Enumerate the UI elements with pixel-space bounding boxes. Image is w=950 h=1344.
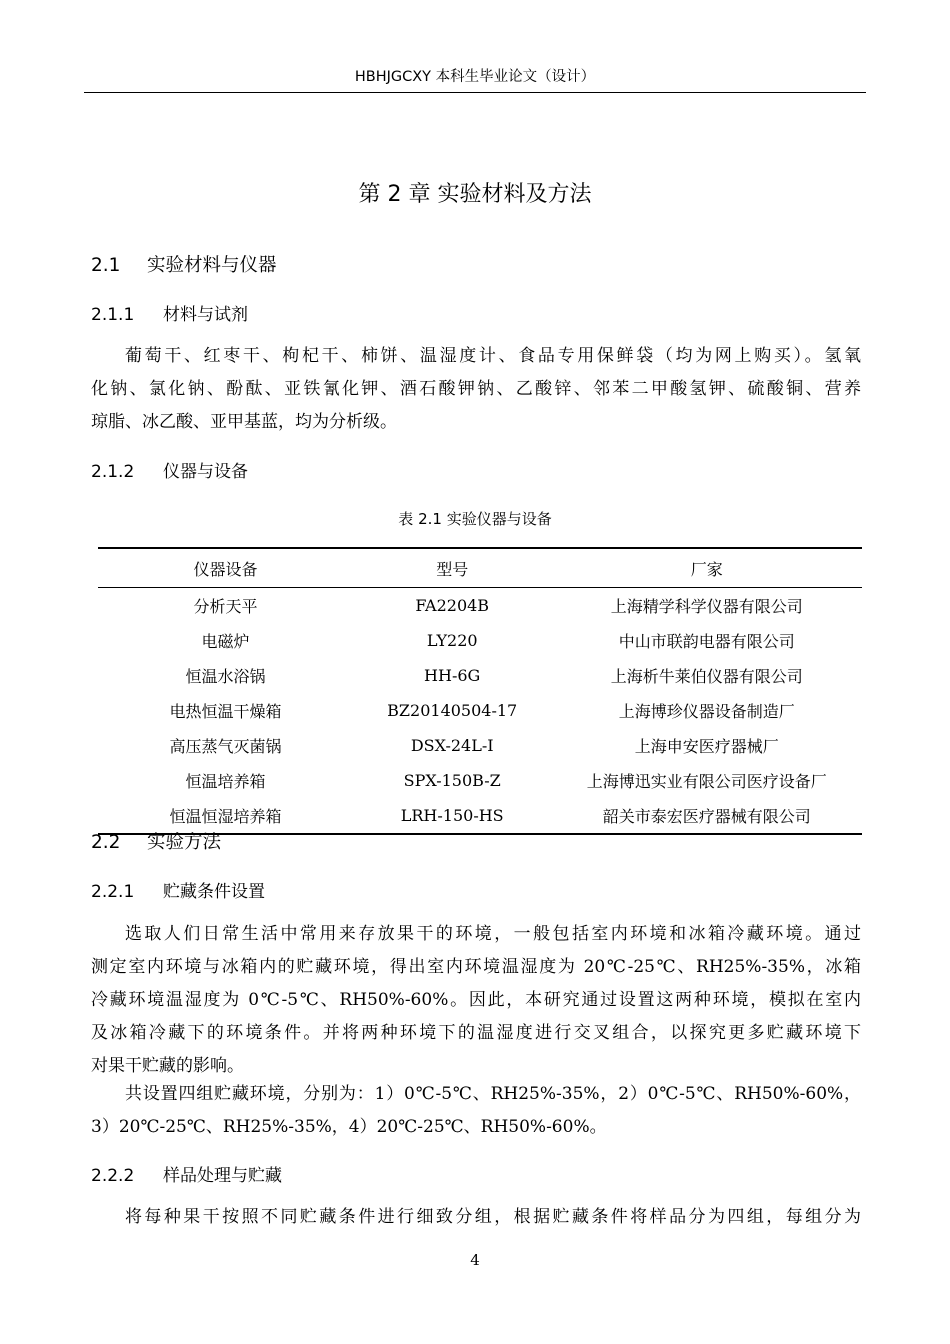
storage-paragraph-1 (91, 918, 861, 1083)
paragraph-line: 对果干贮藏的影响。 (91, 1056, 244, 1076)
section-title: 材料与试剂 (163, 305, 248, 325)
table-cell: 电磁炉 (201, 632, 250, 651)
table-cell: LY220 (426, 631, 478, 650)
table-cell: 中山市联韵电器有限公司 (618, 632, 795, 651)
table-row (98, 728, 862, 763)
table-cell: FA2204B (415, 596, 490, 615)
column-header: 仪器设备 (193, 559, 258, 579)
section-title: 样品处理与贮藏 (163, 1166, 282, 1186)
table-cell: 高压蒸气灭菌锅 (169, 737, 282, 756)
chapter-title: 第 2 章 实验材料及方法 (358, 182, 592, 207)
table-row (98, 763, 862, 798)
equipment-table (98, 547, 862, 835)
paragraph-line: 琼脂、冰乙酸、亚甲基蓝，均为分析级。 (91, 412, 397, 432)
section-heading-2-1-2 (91, 460, 248, 484)
table-cell: 上海析牛莱伯仪器有限公司 (610, 667, 803, 686)
running-header: HBHJGCXY 本科生毕业论文（设计） (354, 69, 596, 85)
section-number: 2.1 (91, 255, 121, 276)
section-number: 2.2.2 (91, 1166, 135, 1186)
column-header: 厂家 (690, 559, 723, 579)
section-heading-2-1-1 (91, 303, 248, 327)
table-row (98, 623, 862, 658)
materials-paragraph (91, 340, 861, 439)
paragraph-line: 冷藏环境温湿度为 0℃-5℃、RH50%-60%。因此，本研究通过设置这两种环境，模拟在室内 (91, 990, 861, 1010)
table-cell: BZ20140504-17 (387, 701, 518, 720)
table-row (98, 588, 862, 624)
table-cell: 分析天平 (193, 597, 258, 616)
section-heading-2-2 (91, 830, 221, 856)
storage-paragraph-2 (91, 1078, 861, 1144)
section-title: 实验方法 (147, 832, 222, 853)
section-title: 贮藏条件设置 (163, 882, 265, 902)
table-cell: 恒温培养箱 (185, 772, 266, 791)
table-cell: 电热恒温干燥箱 (169, 702, 282, 721)
section-number: 2.2 (91, 832, 121, 853)
paragraph-line: 葡萄干、红枣干、枸杞干、柿饼、温湿度计、食品专用保鲜袋（均为网上购买）。氢氧 (125, 346, 861, 366)
table-cell: HH-6G (424, 666, 481, 685)
table-cell: 恒温水浴锅 (185, 667, 266, 686)
table-cell: 上海博珍仪器设备制造厂 (618, 702, 795, 721)
section-title: 实验材料与仪器 (147, 255, 277, 276)
table-cell: 恒温恒湿培养箱 (169, 807, 282, 826)
paragraph-line: 及冰箱冷藏下的环境条件。并将两种环境下的温湿度进行交叉组合，以探究更多贮藏环境下 (91, 1023, 861, 1043)
sample-paragraph (91, 1201, 861, 1234)
column-header: 型号 (436, 559, 469, 579)
table-cell: 韶关市泰宏医疗器械有限公司 (602, 807, 811, 826)
section-number: 2.2.1 (91, 882, 135, 902)
header-rule (84, 92, 866, 93)
paragraph-line: 测定室内环境与冰箱内的贮藏环境，得出室内环境温湿度为 20℃-25℃、RH25%-35%，冰箱 (91, 957, 861, 977)
table-header-row (98, 548, 862, 588)
table-row (98, 658, 862, 693)
paragraph-line: 化钠、氯化钠、酚酞、亚铁氰化钾、酒石酸钾钠、乙酸锌、邻苯二甲酸氢钾、硫酸铜、营养 (91, 379, 861, 399)
section-heading-2-2-2 (91, 1164, 282, 1188)
table-caption: 表 2.1 实验仪器与设备 (398, 510, 552, 528)
table-cell: DSX-24L-I (410, 736, 494, 755)
table-cell: SPX-150B-Z (403, 771, 501, 790)
paragraph-line: 3）20℃-25℃、RH25%-35%，4）20℃-25℃、RH50%-60%。 (91, 1117, 607, 1137)
paragraph-line: 将每种果干按照不同贮藏条件进行细致分组，根据贮藏条件将样品分为四组，每组分为 (125, 1207, 861, 1227)
table-cell: 上海申安医疗器械厂 (634, 737, 779, 756)
table-row (98, 693, 862, 728)
section-heading-2-2-1 (91, 880, 265, 904)
table-cell: 上海精学科学仪器有限公司 (610, 597, 803, 616)
table-cell: LRH-150-HS (400, 806, 504, 825)
section-number: 2.1.1 (91, 305, 135, 325)
section-heading-2-1 (91, 253, 277, 279)
section-number: 2.1.2 (91, 462, 135, 482)
table-row (98, 798, 862, 834)
table-cell: 上海博迅实业有限公司医疗设备厂 (586, 772, 827, 791)
paragraph-line: 共设置四组贮藏环境，分别为：1）0℃-5℃、RH25%-35%，2）0℃-5℃、RH50%-60%， (125, 1084, 861, 1104)
paragraph-line: 选取人们日常生活中常用来存放果干的环境，一般包括室内环境和冰箱冷藏环境。通过 (125, 924, 861, 944)
page-number: 4 (470, 1251, 480, 1269)
section-title: 仪器与设备 (163, 462, 248, 482)
